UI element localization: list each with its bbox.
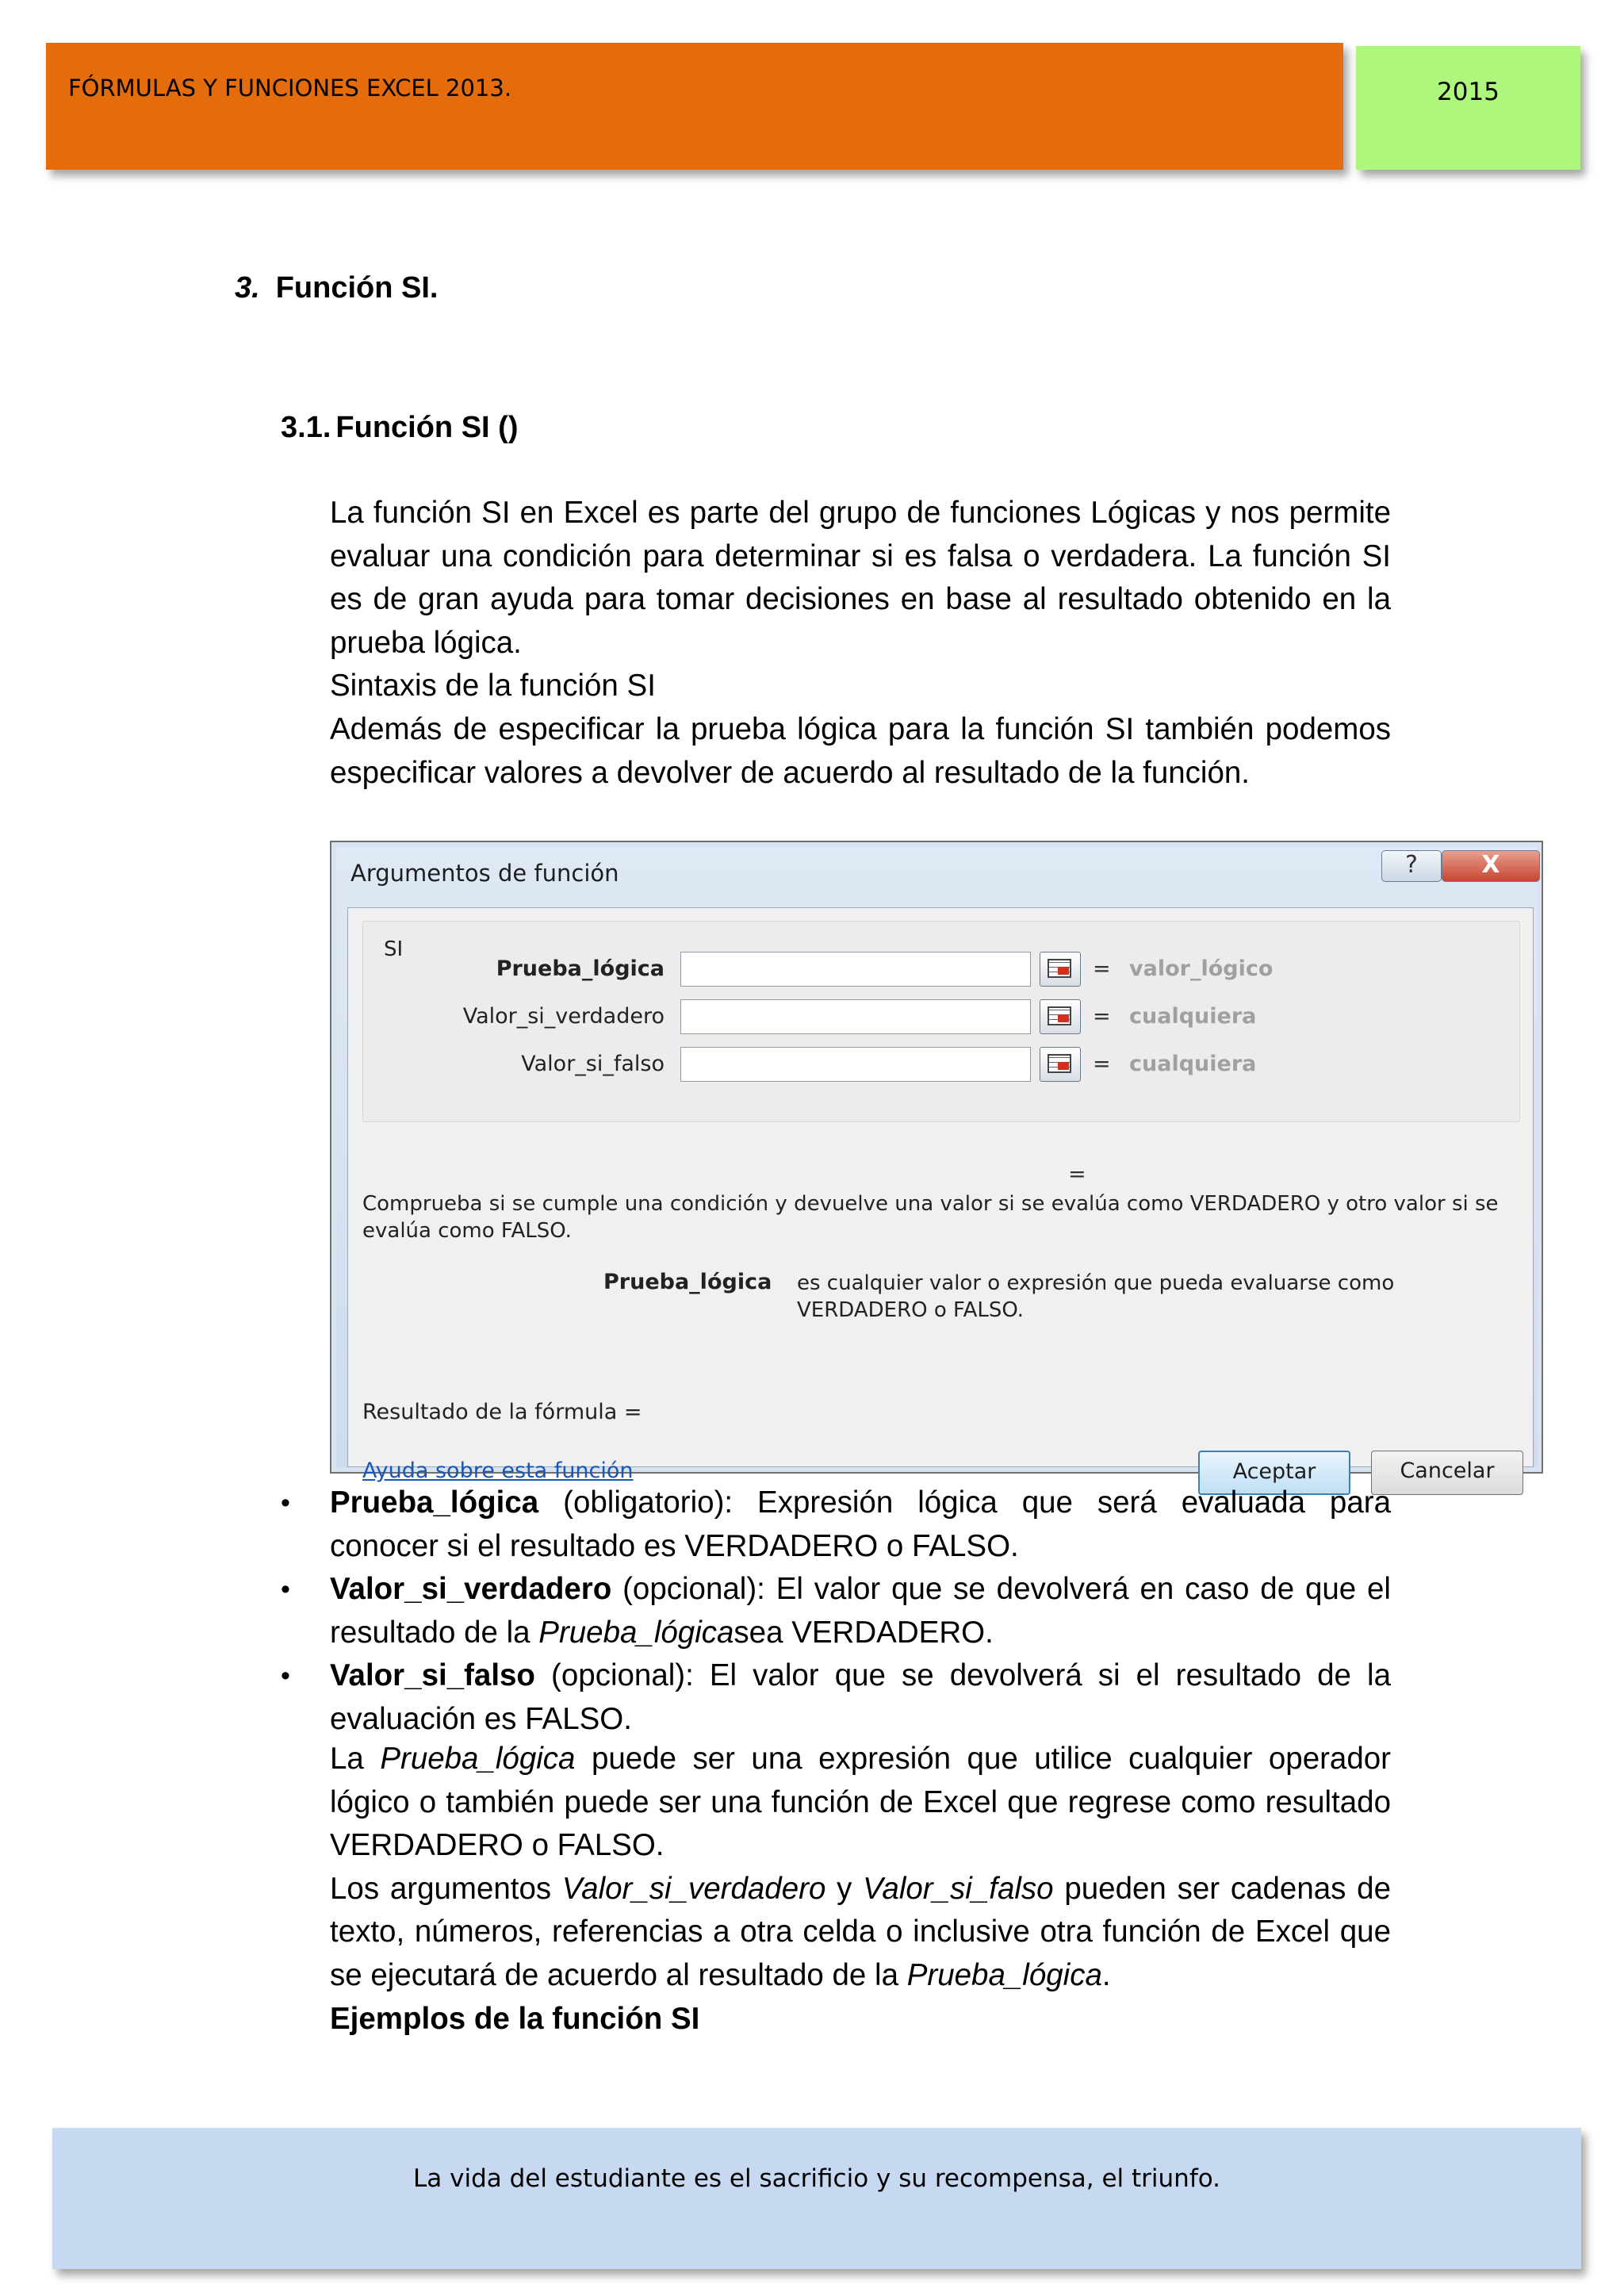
list-item: [330, 1481, 1391, 1568]
help-link[interactable]: Ayuda sobre esta función: [362, 1458, 634, 1483]
valor-si-falso-input[interactable]: [680, 1047, 1031, 1082]
cancel-button[interactable]: Cancelar: [1371, 1451, 1523, 1495]
note-text: y: [825, 1871, 864, 1906]
dialog-title: Argumentos de función: [350, 860, 619, 887]
section-title: Función SI.: [275, 271, 439, 305]
list-item: [330, 1568, 1391, 1654]
formula-result: Resultado de la fórmula =: [362, 1400, 642, 1424]
header-title-bar: [46, 43, 1343, 170]
arg-equals: =: [1093, 1004, 1111, 1029]
bullet-term: Valor_si_verdadero: [330, 1572, 612, 1607]
arg-value-prueba-logica: valor_lógico: [1129, 956, 1274, 981]
bullet-text: (opcional): El valor que se devolverá en caso de que el resultado de la: [330, 1572, 1391, 1650]
arg-equals: =: [1093, 1052, 1111, 1076]
note-italic: Valor_si_verdadero: [561, 1871, 826, 1906]
subsection-heading: [281, 411, 518, 445]
note-text: puede ser una expresión que utilice cualquier operador lógico o también puede ser una función de Excel que regrese como resultado VERDADERO o FALSO.: [330, 1742, 1391, 1863]
bullet-text: (opcional): El valor que se devolverá si el resultado de la evaluación es FALSO.: [330, 1658, 1391, 1736]
subsection-title: Función SI (): [335, 411, 519, 444]
result-equals: =: [1068, 1162, 1086, 1186]
close-button[interactable]: X: [1442, 850, 1540, 882]
arg-label-prueba-logica: Prueba_lógica: [496, 956, 665, 981]
header-title: FÓRMULAS Y FUNCIONES EXCEL 2013.: [68, 75, 512, 102]
notes-block: [330, 1738, 1391, 2041]
subsection-number: 3.1.: [281, 411, 331, 444]
section-number: 3.: [235, 271, 260, 305]
note-text: Los argumentos: [330, 1871, 562, 1906]
arguments-list: [330, 1481, 1391, 1742]
bullet-text: (obligatorio): Expresión lógica que será evaluada para conocer si el resultado es VERDADERO o FALSO.: [330, 1485, 1391, 1563]
valor-si-falso-collapse-button[interactable]: [1040, 1047, 1081, 1082]
help-button[interactable]: ?: [1381, 850, 1442, 882]
header-year-box: [1356, 46, 1580, 170]
intro-paragraph-2: Además de especificar la prueba lógica para la función SI también podemos especificar valores a devolver de acuerdo al resultado de la función.: [330, 711, 1391, 790]
prueba-logica-collapse-button[interactable]: [1040, 952, 1081, 987]
arguments-group: [362, 921, 1520, 1122]
syntax-heading: Sintaxis de la función SI: [330, 669, 656, 703]
arrow-icon: [1058, 967, 1069, 975]
arrow-icon: [1058, 1062, 1069, 1070]
note-text: La: [330, 1742, 381, 1776]
function-arguments-dialog: [330, 841, 1543, 1484]
prueba-logica-input[interactable]: [680, 952, 1031, 987]
intro-paragraph: La función SI en Excel es parte del grupo de funciones Lógicas y nos permite evaluar una condición para determinar si es falsa o verdadera. La función SI es de gran ayuda para tomar decisiones en base al resultado obtenido en la prueba lógica.: [330, 496, 1391, 660]
arrow-icon: [1058, 1014, 1069, 1022]
param-name: Prueba_lógica: [603, 1270, 772, 1294]
group-label: SI: [384, 937, 404, 961]
bullet-term: Prueba_lógica: [330, 1485, 539, 1520]
dialog-client-area: [347, 907, 1534, 1484]
examples-heading: Ejemplos de la función SI: [330, 2001, 700, 2036]
list-item: [330, 1654, 1391, 1741]
arg-value-valor-si-falso: cualquiera: [1129, 1052, 1257, 1076]
valor-si-verdadero-collapse-button[interactable]: [1040, 999, 1081, 1034]
note-paragraph-2: [330, 1868, 1391, 1998]
bullet-italic: Prueba_lógica: [538, 1615, 734, 1650]
valor-si-verdadero-input[interactable]: [680, 999, 1031, 1034]
note-text: pueden ser cadenas de texto, números, referencias a otra celda o inclusive otra función de Excel que se ejecutará de acuerdo al resultado de la: [330, 1871, 1391, 1992]
note-italic: Valor_si_falso: [863, 1871, 1054, 1906]
arg-label-valor-si-falso: Valor_si_falso: [521, 1052, 665, 1076]
footer-box: [52, 2128, 1581, 2269]
note-paragraph-1: [330, 1738, 1391, 1868]
arg-value-valor-si-verdadero: cualquiera: [1129, 1004, 1257, 1029]
note-italic: Prueba_lógica: [906, 1957, 1102, 1992]
bullet-text: sea VERDADERO.: [733, 1615, 994, 1650]
intro-block: [330, 492, 1391, 795]
function-description: Comprueba si se cumple una condición y devuelve una valor si se evalúa como VERDADERO y otro valor si se evalúa como FALSO.: [362, 1192, 1499, 1243]
footer-text: La vida del estudiante es el sacrificio y su recompensa, el triunfo.: [412, 2164, 1221, 2193]
note-text: .: [1101, 1957, 1111, 1992]
header-year: 2015: [1437, 78, 1500, 106]
param-description: es cualquier valor o expresión que pueda evaluarse como VERDADERO o FALSO.: [797, 1271, 1395, 1322]
arg-label-valor-si-verdadero: Valor_si_verdadero: [462, 1004, 665, 1029]
accept-button[interactable]: Aceptar: [1198, 1451, 1350, 1495]
bullet-term: Valor_si_falso: [330, 1658, 535, 1693]
dialog-frame: [336, 847, 1537, 1484]
note-italic: Prueba_lógica: [380, 1742, 576, 1776]
arg-equals: =: [1093, 956, 1111, 981]
section-heading: [235, 271, 438, 305]
